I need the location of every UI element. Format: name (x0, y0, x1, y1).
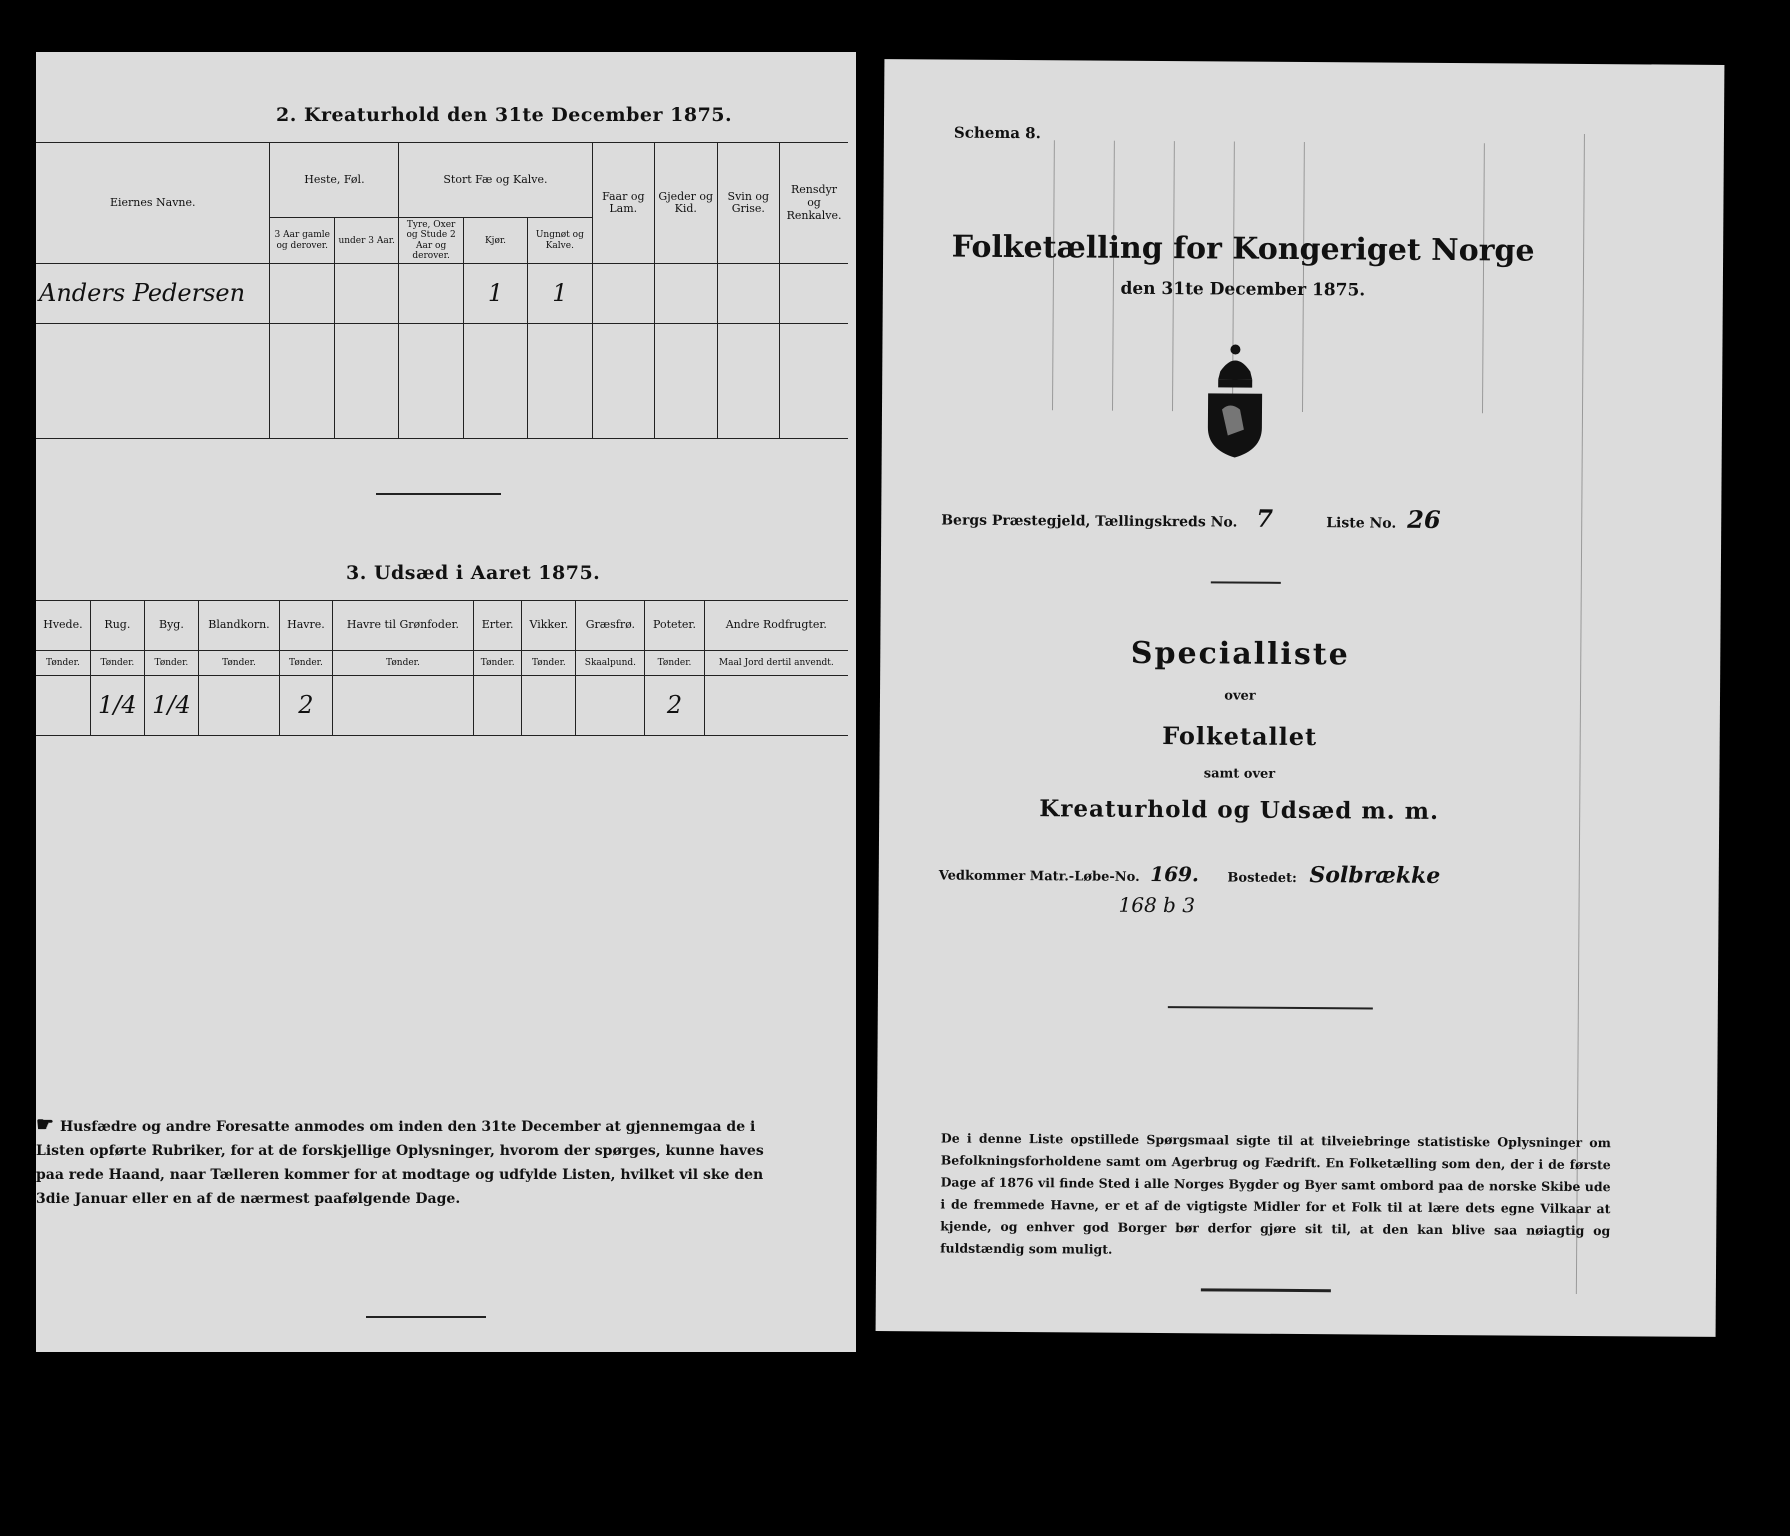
seed-header-7: Vikker. (522, 601, 576, 651)
header-horses: Heste, Føl. (270, 143, 399, 218)
seed-unit-9: Tønder. (645, 650, 704, 675)
seed-unit-3: Tønder. (198, 650, 279, 675)
seed-table (36, 600, 848, 736)
seed-header-9: Poteter. (645, 601, 704, 651)
seed-header-8: Græsfrø. (576, 601, 645, 651)
seed-value-0 (36, 675, 90, 735)
seed-header-0: Hvede. (36, 601, 90, 651)
owner-name: Anders Pedersen (36, 264, 270, 324)
header-cows: Kjør. (463, 218, 527, 264)
over-text: over (1224, 688, 1256, 704)
young-cattle-value: 1 (528, 264, 592, 324)
header-oxen: Tyre, Oxer og Stude 2 Aar og derover. (399, 218, 464, 264)
seed-unit-2: Tønder. (144, 650, 198, 675)
seed-unit-10: Maal Jord dertil anvendt. (704, 650, 848, 675)
bosted-value: Solbrække (1309, 862, 1441, 889)
bottom-rule (366, 1316, 486, 1318)
seed-header-4: Havre. (280, 601, 333, 651)
special-list-heading: Specialliste (1130, 635, 1350, 673)
seed-value-7 (522, 675, 576, 735)
seed-unit-4: Tønder. (280, 650, 333, 675)
section-3-title: 3. Udsæd i Aaret 1875. (346, 562, 601, 584)
seed-value-3 (198, 675, 279, 735)
header-horses-young: under 3 Aar. (335, 218, 399, 264)
header-owner: Eiernes Navne. (36, 143, 270, 264)
seed-value-6 (474, 675, 522, 735)
header-horses-old: 3 Aar gamle og derover. (270, 218, 335, 264)
header-sheep: Faar og Lam. (592, 143, 654, 264)
header-cattle: Stort Fæ og Kalve. (399, 143, 592, 218)
folketallet-heading: Folketallet (1162, 721, 1318, 752)
seed-unit-0: Tønder. (36, 650, 90, 675)
schema-label: Schema 8. (953, 123, 1041, 143)
notice-block (36, 1112, 796, 1211)
explanation-paragraph: De i denne Liste opstillede Spørgsmaal sigte til at tilveiebringe statistiske Oplysninger om Befolkningsforholdene samt om Agerbrug og Fædrift. En Folketælling som den, der i de første Dage af 1876 vil finde Sted i alle Norges Bygder og Byer samt ombord paa de norske Skibe ude i de fremmede Havne, er et af de vigtigste Midler for et Folk til at lære dets egne Vilkaar at kjende, og enhver god Borger bør derfor gjøre sit til, at den kan blive saa nøiagtig og fuldstændig som muligt. (940, 1130, 1611, 1257)
seed-unit-6: Tønder. (474, 650, 522, 675)
bosted-label: Bostedet: (1227, 870, 1297, 886)
header-reindeer: Rensdyr og Renkalve. (780, 143, 848, 264)
samt-over-text: samt over (1203, 766, 1276, 782)
seed-header-3: Blandkorn. (198, 601, 279, 651)
seed-value-2: 1/4 (144, 675, 198, 735)
district-label: Bergs Præstegjeld, Tællingskreds No. (941, 512, 1238, 531)
seed-unit-5: Tønder. (332, 650, 473, 675)
title-rule (1211, 581, 1281, 583)
census-title: Folketælling for Kongeriget Norge (951, 229, 1535, 269)
matr-line (939, 859, 1441, 889)
seed-value-8 (576, 675, 645, 735)
right-page (876, 59, 1725, 1337)
list-line (1326, 504, 1441, 534)
seed-header-1: Rug. (90, 601, 144, 651)
matr-value: 169. (1150, 861, 1200, 887)
final-rule (1201, 1288, 1331, 1292)
pointing-hand-icon: ☛ (36, 1112, 54, 1136)
header-goats: Gjeder og Kid. (654, 143, 717, 264)
header-pigs: Svin og Grise. (717, 143, 780, 264)
left-page (36, 52, 856, 1352)
matr-value-second: 168 b 3 (1118, 892, 1196, 918)
seed-value-5 (332, 675, 473, 735)
livestock-table (36, 142, 848, 439)
cows-value: 1 (463, 264, 527, 324)
seed-header-10: Andre Rodfrugter. (704, 601, 848, 651)
notice-text: Husfædre og andre Foresatte anmodes om inden den 31te December at gjennemgaa de i Listen opførte Rubriker, for at de forskjellige Oplysninger, hvorom der spørges, kunne haves paa rede Haand, naar Tælleren kommer for at modtage og udfylde Listen, hvilket vil ske den 3die Januar eller en af de nærmest paafølgende Dage. (36, 1119, 764, 1207)
divider-rule (376, 493, 501, 495)
district-number: 7 (1256, 503, 1274, 533)
seed-value-4: 2 (280, 675, 333, 735)
seed-header-2: Byg. (144, 601, 198, 651)
seed-unit-8: Skaalpund. (576, 650, 645, 675)
seed-header-6: Erter. (474, 601, 522, 651)
list-label: Liste No. (1326, 515, 1397, 532)
mid-rule (1168, 1006, 1373, 1009)
seed-unit-7: Tønder. (522, 650, 576, 675)
livestock-heading: Kreaturhold og Udsæd m. m. (1039, 795, 1440, 825)
census-date: den 31te December 1875. (1120, 278, 1366, 301)
seed-unit-1: Tønder. (90, 650, 144, 675)
seed-value-1: 1/4 (90, 675, 144, 735)
norway-coat-of-arms (1200, 339, 1271, 459)
section-2-title: 2. Kreaturhold den 31te December 1875. (276, 104, 733, 126)
header-young-cattle: Ungnøt og Kalve. (528, 218, 592, 264)
seed-value-10 (704, 675, 848, 735)
district-line (941, 501, 1273, 532)
seed-header-5: Havre til Grønfoder. (332, 601, 473, 651)
list-number: 26 (1407, 504, 1441, 534)
seed-value-9: 2 (645, 675, 704, 735)
matr-label: Vedkommer Matr.-Løbe-No. (938, 868, 1140, 885)
